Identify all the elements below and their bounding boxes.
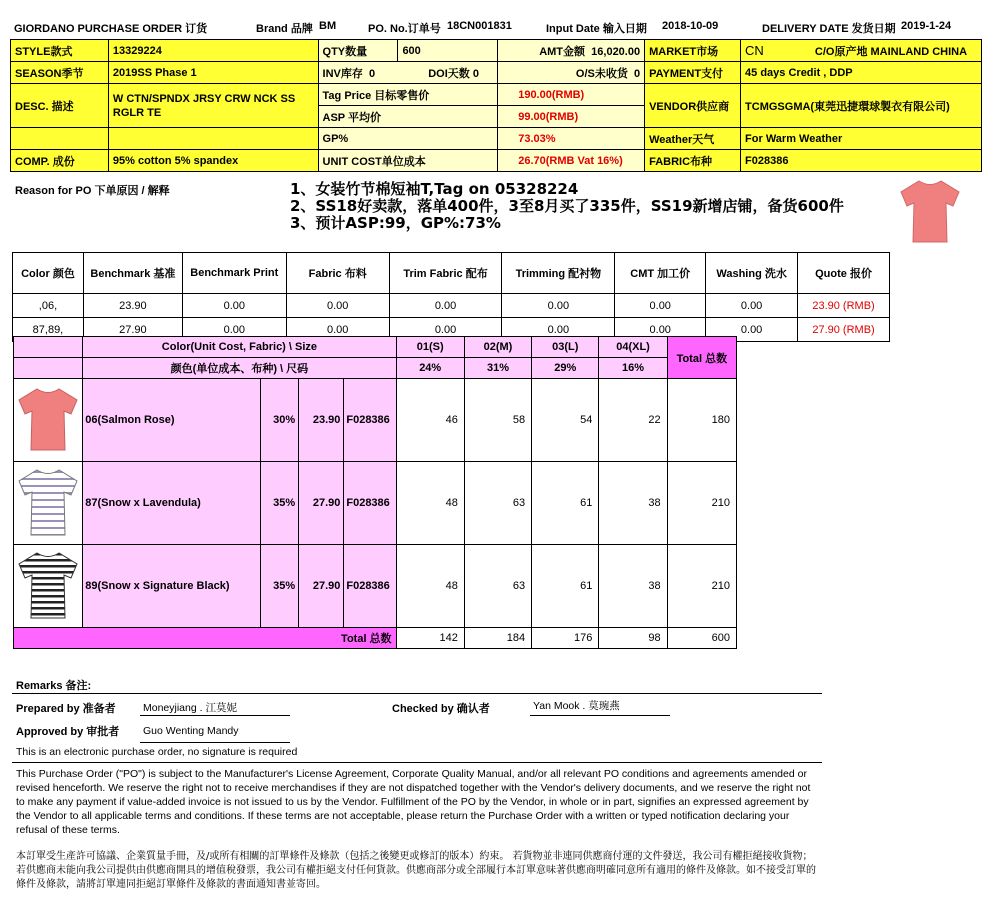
qty-cell: 48 xyxy=(396,462,464,545)
qty-cell: 61 xyxy=(532,545,599,628)
amount-value: 16,020.00 xyxy=(591,45,641,58)
cost-cell: 23.90 xyxy=(83,294,182,318)
swatch-cell xyxy=(14,379,83,462)
total-header: Total 总数 xyxy=(667,337,736,379)
cost-cell: 0.00 xyxy=(706,294,798,318)
market-label: MARKET市场 xyxy=(645,40,741,62)
qty-cell: 61 xyxy=(532,462,599,545)
tag-price-value: 190.00(RMB) xyxy=(498,84,645,106)
cost-cell: 0.00 xyxy=(615,318,706,342)
cost-cell: 0.00 xyxy=(502,294,615,318)
cost-cell: 0.00 xyxy=(286,318,389,342)
payment-value: 45 days Credit , DDP xyxy=(741,62,982,84)
product-tshirt-icon xyxy=(897,178,963,244)
color-pct: 35% xyxy=(261,462,299,545)
origin-label: C/O原产地 xyxy=(814,45,868,58)
qty-cell: 46 xyxy=(396,379,464,462)
input-date: 2018-10-09 xyxy=(662,20,719,32)
os-value: 0 xyxy=(633,67,641,80)
matrix-total-row xyxy=(14,628,737,649)
cost-header: Washing 洗水 xyxy=(706,253,798,294)
remarks-divider xyxy=(12,693,822,694)
style-label: STYLE款式 xyxy=(11,40,109,62)
qty-label: QTY数量 xyxy=(318,40,398,62)
swatch-cell xyxy=(14,545,83,628)
cost-cell: 0.00 xyxy=(502,318,615,342)
size-ratio: 31% xyxy=(464,358,531,379)
po-title: GIORDANO PURCHASE ORDER 订货 xyxy=(14,23,208,35)
delivery-date-label: DELIVERY DATE 发货日期 xyxy=(762,23,896,35)
gp-label: GP% xyxy=(318,128,498,150)
weather-value: For Warm Weather xyxy=(741,128,982,150)
cost-cell: 27.90 xyxy=(83,318,182,342)
color-name: 87(Snow x Lavendula) xyxy=(83,462,261,545)
desc-value: W CTN/SPNDX JRSY CRW NCK SS RGLR TE xyxy=(108,84,318,128)
cost-cell: 87,89, xyxy=(13,318,84,342)
size-header: 02(M) xyxy=(464,337,531,358)
comp-value: 95% cotton 5% spandex xyxy=(108,150,318,172)
amount-cell xyxy=(498,40,645,62)
size-total: 142 xyxy=(396,628,464,649)
size-ratio: 16% xyxy=(599,358,667,379)
os-label: O/S未收货 xyxy=(575,67,628,80)
cost-header: Trimming 配衬物 xyxy=(502,253,615,294)
reason-label: Reason for PO 下单原因 / 解释 xyxy=(15,185,170,197)
grand-total: 600 xyxy=(667,628,736,649)
size-header: 04(XL) xyxy=(599,337,667,358)
size-total: 176 xyxy=(532,628,599,649)
cost-cell: 0.00 xyxy=(615,294,706,318)
size-header: 03(L) xyxy=(532,337,599,358)
cost-header: Quote 报价 xyxy=(798,253,890,294)
doi-label: DOI天数 xyxy=(428,67,470,80)
cost-row xyxy=(13,294,890,318)
cost-header: Benchmark Print xyxy=(182,253,286,294)
matrix-row xyxy=(14,545,737,628)
lavender-stripe-tshirt-icon xyxy=(15,467,81,537)
tag-price-label: Tag Price 目标零售价 xyxy=(318,84,498,106)
matrix-row xyxy=(14,462,737,545)
qty-cell: 38 xyxy=(599,462,667,545)
payment-label: PAYMENT支付 xyxy=(645,62,741,84)
legal-en: This Purchase Order ("PO") is subject to the Manufacturer's License Agreement, Corporate Quality Manual, and/or all relevant PO conditions and agreements amended or revised henceforth. We reserve the right not to receive merchandises if they are not dispatched together with the Vendor's delivery documents, and we reserve the right not to make any payment if value-added invoice is not issued to us by the Vendor. Fulfillment of the PO by the Vendor, in whole or in part, signifies an expressed agreement by the Vendor to all applicable terms and conditions. If these terms are not acceptable, please return the Purchase Order with a written or typed notification declaring your refusal of these terms. xyxy=(16,768,811,836)
fabric-label: FABRIC布种 xyxy=(645,150,741,172)
size-total: 184 xyxy=(464,628,531,649)
size-ratio: 29% xyxy=(532,358,599,379)
inventory-label: INV库存 xyxy=(322,67,363,80)
inventory-value: 0 xyxy=(369,67,376,80)
matrix-head-cn: 颜色(单位成本、布种) \ 尺码 xyxy=(83,358,396,379)
cost-table xyxy=(12,252,890,342)
row-total: 210 xyxy=(667,462,736,545)
salmon-tshirt-icon xyxy=(15,386,81,452)
cost-header: CMT 加工价 xyxy=(615,253,706,294)
os-cell xyxy=(498,62,645,84)
cost-cell: 0.00 xyxy=(286,294,389,318)
doi-value: 0 xyxy=(472,67,479,80)
cost-header: Color 颜色 xyxy=(13,253,84,294)
gp-value: 73.03% xyxy=(498,128,645,150)
quote-cell: 27.90 (RMB) xyxy=(798,318,890,342)
color-name: 89(Snow x Signature Black) xyxy=(83,545,261,628)
grand-total-label: Total 总数 xyxy=(14,628,397,649)
prepared-label: Prepared by 准备者 xyxy=(16,703,116,715)
qty-cell: 63 xyxy=(464,545,531,628)
unit-cost-value: 26.70(RMB Vat 16%) xyxy=(498,150,645,172)
weather-label: Weather天气 xyxy=(645,128,741,150)
matrix-corner xyxy=(14,337,83,358)
qty-cell: 58 xyxy=(464,379,531,462)
delivery-date: 2019-1-24 xyxy=(901,20,952,32)
cost-header: Benchmark 基准 xyxy=(83,253,182,294)
size-total: 98 xyxy=(599,628,667,649)
reason-text xyxy=(290,181,844,232)
qty-cell: 48 xyxy=(396,545,464,628)
color-name: 06(Salmon Rose) xyxy=(83,379,261,462)
qty-cell: 38 xyxy=(599,545,667,628)
order-info-grid xyxy=(10,39,982,172)
black-stripe-tshirt-icon xyxy=(15,550,81,620)
fabric-value: F028386 xyxy=(741,150,982,172)
qty-cell: 22 xyxy=(599,379,667,462)
electronic-note: This is an electronic purchase order, no signature is required xyxy=(16,746,298,758)
brand-value: BM xyxy=(319,20,337,32)
row-total: 180 xyxy=(667,379,736,462)
style-value: 13329224 xyxy=(108,40,318,62)
legal-cn: 本訂單受生產許可協議、企業質量手冊，及/或所有相關的訂單條件及條款（包括之後變更或修訂的版本）約束。 若貨物並非連同供應商付運的文件發送，我公司有權拒絕接收貨物；若供應商未能向我公司提供由供應商開具的增值稅發票，我公司有權拒絕支付任何貨款。供應商部分或全部履行本訂單意味著供應商明確同意所有適用的條件及條款。如不接受訂單的條件及條款，請將訂單連同拒絕訂單條件及條款的書面通知書並寄回。 xyxy=(16,851,816,890)
po-number: 18CN001831 xyxy=(447,20,512,32)
desc-label: DESC. 描述 xyxy=(11,84,109,128)
size-ratio: 24% xyxy=(396,358,464,379)
color-fabric: F028386 xyxy=(344,545,396,628)
reason-line: 2、SS18好卖款，落单400件，3至8月买了335件，SS19新增店铺，备货600件 xyxy=(290,197,844,215)
qty-cell: 63 xyxy=(464,462,531,545)
matrix-head-en: Color(Unit Cost, Fabric) \ Size xyxy=(83,337,396,358)
color-fabric: F028386 xyxy=(344,379,396,462)
color-pct: 35% xyxy=(261,545,299,628)
cost-cell: 0.00 xyxy=(182,318,286,342)
cost-header: Trim Fabric 配布 xyxy=(389,253,502,294)
unit-cost-label: UNIT COST单位成本 xyxy=(318,150,498,172)
season-value: 2019SS Phase 1 xyxy=(108,62,318,84)
vendor-label: VENDOR供应商 xyxy=(645,84,741,128)
color-cost: 27.90 xyxy=(299,462,344,545)
input-date-label: Input Date 输入日期 xyxy=(546,23,647,35)
size-header: 01(S) xyxy=(396,337,464,358)
checked-by: Yan Mook . 莫琬燕 xyxy=(530,697,670,716)
comp-label: COMP. 成份 xyxy=(11,150,109,172)
size-matrix xyxy=(13,336,737,649)
cost-cell: 0.00 xyxy=(182,294,286,318)
swatch-cell xyxy=(14,462,83,545)
cost-cell: 0.00 xyxy=(706,318,798,342)
reason-line: 1、女装竹节棉短袖T,Tag on 05328224 xyxy=(290,180,579,198)
vendor-value: TCMGSGMA(東莞迅捷環球製衣有限公司) xyxy=(741,84,982,128)
inventory-cell xyxy=(318,62,498,84)
qty-value: 600 xyxy=(398,40,498,62)
brand-label: Brand 品牌 xyxy=(256,23,313,35)
color-cost: 23.90 xyxy=(299,379,344,462)
matrix-corner xyxy=(14,358,83,379)
quote-cell: 23.90 (RMB) xyxy=(798,294,890,318)
amount-label: AMT金额 xyxy=(539,45,586,58)
cost-header: Fabric 布料 xyxy=(286,253,389,294)
asp-label: ASP 平均价 xyxy=(318,106,498,128)
origin-value: MAINLAND CHINA xyxy=(870,45,968,58)
empty-label xyxy=(11,128,109,150)
cost-cell: 0.00 xyxy=(389,318,502,342)
po-number-label: PO. No.订单号 xyxy=(368,23,441,35)
reason-line: 3、预计ASP:99，GP%:73% xyxy=(290,214,501,232)
note-divider xyxy=(12,762,822,763)
asp-value: 99.00(RMB) xyxy=(498,106,645,128)
prepared-by: Moneyjiang . 江莫妮 xyxy=(140,697,290,716)
market-cell xyxy=(741,40,982,62)
matrix-row xyxy=(14,379,737,462)
season-label: SEASON季节 xyxy=(11,62,109,84)
approved-by: Guo Wenting Mandy xyxy=(140,722,290,743)
color-cost: 27.90 xyxy=(299,545,344,628)
color-pct: 30% xyxy=(261,379,299,462)
color-fabric: F028386 xyxy=(344,462,396,545)
cost-cell: ,06, xyxy=(13,294,84,318)
qty-cell: 54 xyxy=(532,379,599,462)
row-total: 210 xyxy=(667,545,736,628)
checked-label: Checked by 确认者 xyxy=(392,703,490,715)
market-value: CN xyxy=(745,42,764,58)
remarks-label: Remarks 备注: xyxy=(16,680,92,692)
approved-label: Approved by 审批者 xyxy=(16,726,120,738)
empty-value xyxy=(108,128,318,150)
cost-cell: 0.00 xyxy=(389,294,502,318)
